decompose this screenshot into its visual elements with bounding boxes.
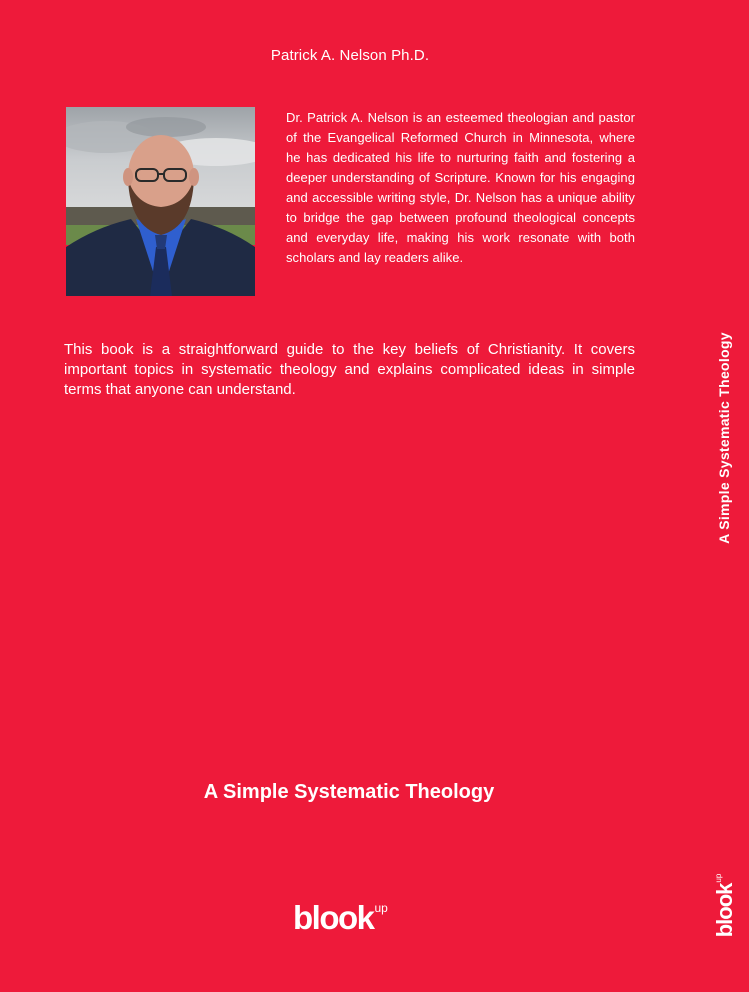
publisher-logo	[293, 900, 387, 942]
author-bio: Dr. Patrick A. Nelson is an esteemed theologian and pastor of the Evangelical Reformed Church in Minnesota, where he has dedicated his life to nurturing faith and fostering a deeper understanding of Scripture. Known for his engaging and accessible writing style, Dr. Nelson has a unique ability to bridge the gap between profound theological concepts and everyday life, making his work resonate with both scholars and lay readers alike.	[286, 110, 635, 265]
spine-publisher-logo	[713, 875, 737, 938]
publisher-logo-sup: up	[374, 901, 388, 915]
book-description: This book is a straightforward guide to the key beliefs of Christianity. It covers important topics in systematic theology and explains complicated ideas in simple terms that anyone can understand.	[64, 341, 635, 398]
author-name: Patrick A. Nelson Ph.D.	[270, 47, 430, 64]
spine-title: A Simple Systematic Theology	[716, 332, 732, 544]
spine-logo-text: blook	[712, 883, 737, 938]
book-title: A Simple Systematic Theology	[203, 781, 495, 803]
author-photo	[66, 107, 255, 296]
publisher-logo-text: blook	[293, 899, 374, 936]
spine-logo-sup: up	[714, 873, 723, 883]
